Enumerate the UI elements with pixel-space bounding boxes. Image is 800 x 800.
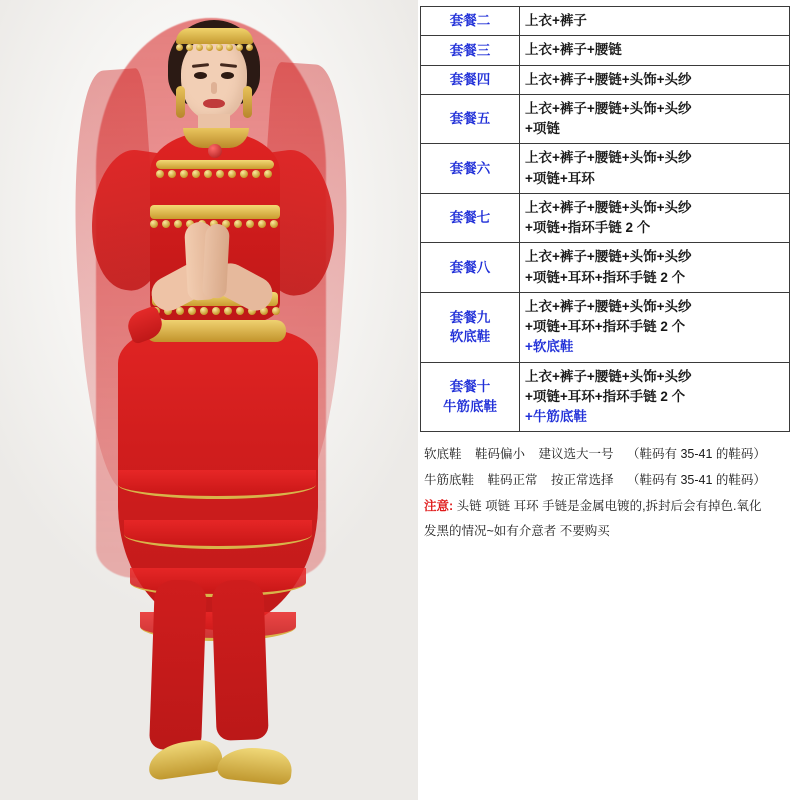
table-row[interactable]	[421, 94, 790, 144]
table-row[interactable]	[421, 292, 790, 362]
head-chain	[176, 28, 253, 44]
pants-ruffle-2	[124, 520, 312, 549]
note-soft-sole	[424, 442, 792, 468]
earring-right	[243, 86, 252, 118]
top-trim-1	[156, 160, 274, 169]
note-rubber-sole	[424, 468, 792, 494]
package-contents-line: 上衣+裤子+腰链+头饰+头纱	[525, 199, 692, 215]
pants-ruffle-1	[118, 470, 316, 499]
table-row[interactable]	[421, 65, 790, 94]
package-contents-line: +项链+耳环	[525, 170, 595, 186]
pant-leg-left	[149, 579, 207, 751]
package-name-line: 套餐二	[449, 13, 491, 29]
note2-part-d: （鞋码有 35-41 的鞋码）	[627, 472, 766, 487]
package-name-cell	[421, 243, 520, 293]
note1-part-b: 鞋码偏小	[475, 447, 526, 462]
package-name-cell	[421, 362, 520, 432]
package-contents-line: +牛筋底鞋	[525, 409, 587, 424]
table-row[interactable]	[421, 36, 790, 65]
package-name-line: 套餐八	[449, 259, 491, 275]
warning-text-2: 发黑的情况~如有介意者 不要购买	[424, 524, 610, 539]
package-contents-line: +软底鞋	[525, 339, 574, 355]
package-contents-line: 上衣+裤子+腰链	[525, 42, 622, 58]
shoe-right	[216, 744, 293, 786]
package-name-line: 套餐五	[449, 111, 491, 127]
package-contents-cell	[520, 36, 790, 65]
notes-block	[420, 442, 792, 545]
table-row[interactable]	[421, 7, 790, 36]
table-row[interactable]	[421, 243, 790, 293]
package-contents-cell	[520, 243, 790, 293]
package-contents-line: 上衣+裤子+腰链+头饰+头纱	[525, 249, 692, 265]
package-name-cell	[421, 144, 520, 194]
warning-text: 头链 项链 耳环 手链是金属电镀的,拆封后会有掉色.氧化	[456, 498, 762, 513]
note1-part-d: （鞋码有 35-41 的鞋码）	[627, 447, 766, 462]
package-contents-cell	[520, 193, 790, 243]
note-warning-line2	[424, 519, 792, 545]
package-contents-line: 上衣+裤子+腰链+头饰+头纱	[525, 100, 692, 116]
top-trim-2	[150, 205, 280, 219]
package-contents-cell	[520, 292, 790, 362]
package-contents-cell	[520, 94, 790, 144]
note2-part-b: 鞋码正常	[487, 472, 538, 487]
package-contents-line: 上衣+裤子+腰链+头饰+头纱	[525, 298, 692, 314]
top-coin-fringe-1	[156, 170, 272, 178]
package-contents-line: +项链+耳环+指环手链 2 个	[525, 319, 686, 334]
table-row[interactable]	[421, 144, 790, 194]
package-contents-line: +项链+耳环+指环手链 2 个	[525, 269, 686, 285]
lips	[203, 99, 225, 108]
eye-left	[194, 72, 207, 79]
package-name-line: 套餐七	[449, 210, 491, 226]
package-table-pane	[418, 0, 800, 800]
package-contents-line: +项链+指环手链 2 个	[525, 220, 651, 235]
table-row[interactable]	[421, 362, 790, 432]
package-name-line: 套餐四	[449, 71, 491, 87]
package-name-cell	[421, 65, 520, 94]
earring-left	[176, 86, 185, 118]
package-contents-cell	[520, 362, 790, 432]
package-table	[420, 6, 790, 432]
package-name-cell	[421, 7, 520, 36]
package-name-line: 套餐九	[449, 309, 491, 325]
package-contents-cell	[520, 144, 790, 194]
package-contents-line: +项链	[525, 121, 560, 136]
package-contents-line: 上衣+裤子+腰链+头饰+头纱	[525, 71, 692, 87]
package-name-cell	[421, 292, 520, 362]
package-contents-line: 上衣+裤子	[525, 13, 587, 28]
note-warning-line1	[424, 494, 792, 520]
note2-part-a: 牛筋底鞋	[424, 472, 475, 487]
head-chain-coins	[176, 44, 253, 51]
table-row[interactable]	[421, 193, 790, 243]
package-contents-line: 上衣+裤子+腰链+头饰+头纱	[525, 368, 692, 384]
pant-leg-right	[211, 579, 269, 741]
package-contents-line: 上衣+裤子+腰链+头饰+头纱	[525, 150, 692, 166]
package-contents-cell	[520, 65, 790, 94]
package-name-line: 套餐十	[449, 379, 491, 395]
note1-part-a: 软底鞋	[424, 447, 462, 462]
warning-label: 注意:	[424, 498, 454, 513]
necklace-gem	[208, 144, 222, 158]
package-name-line: 套餐六	[449, 160, 491, 176]
note2-part-c: 按正常选择	[551, 472, 614, 487]
note1-part-c: 建议选大一号	[538, 447, 614, 462]
package-name-cell	[421, 94, 520, 144]
package-contents-line: +项链+耳环+指环手链 2 个	[525, 388, 686, 404]
package-name-line: 牛筋底鞋	[443, 398, 497, 414]
hip-belt	[146, 320, 286, 342]
package-name-cell	[421, 36, 520, 65]
package-contents-cell	[520, 7, 790, 36]
package-name-line: 软底鞋	[449, 329, 491, 345]
package-name-cell	[421, 193, 520, 243]
eye-right	[221, 72, 234, 79]
nose	[211, 82, 217, 94]
hand-right	[202, 223, 230, 298]
package-name-line: 套餐三	[449, 42, 491, 58]
